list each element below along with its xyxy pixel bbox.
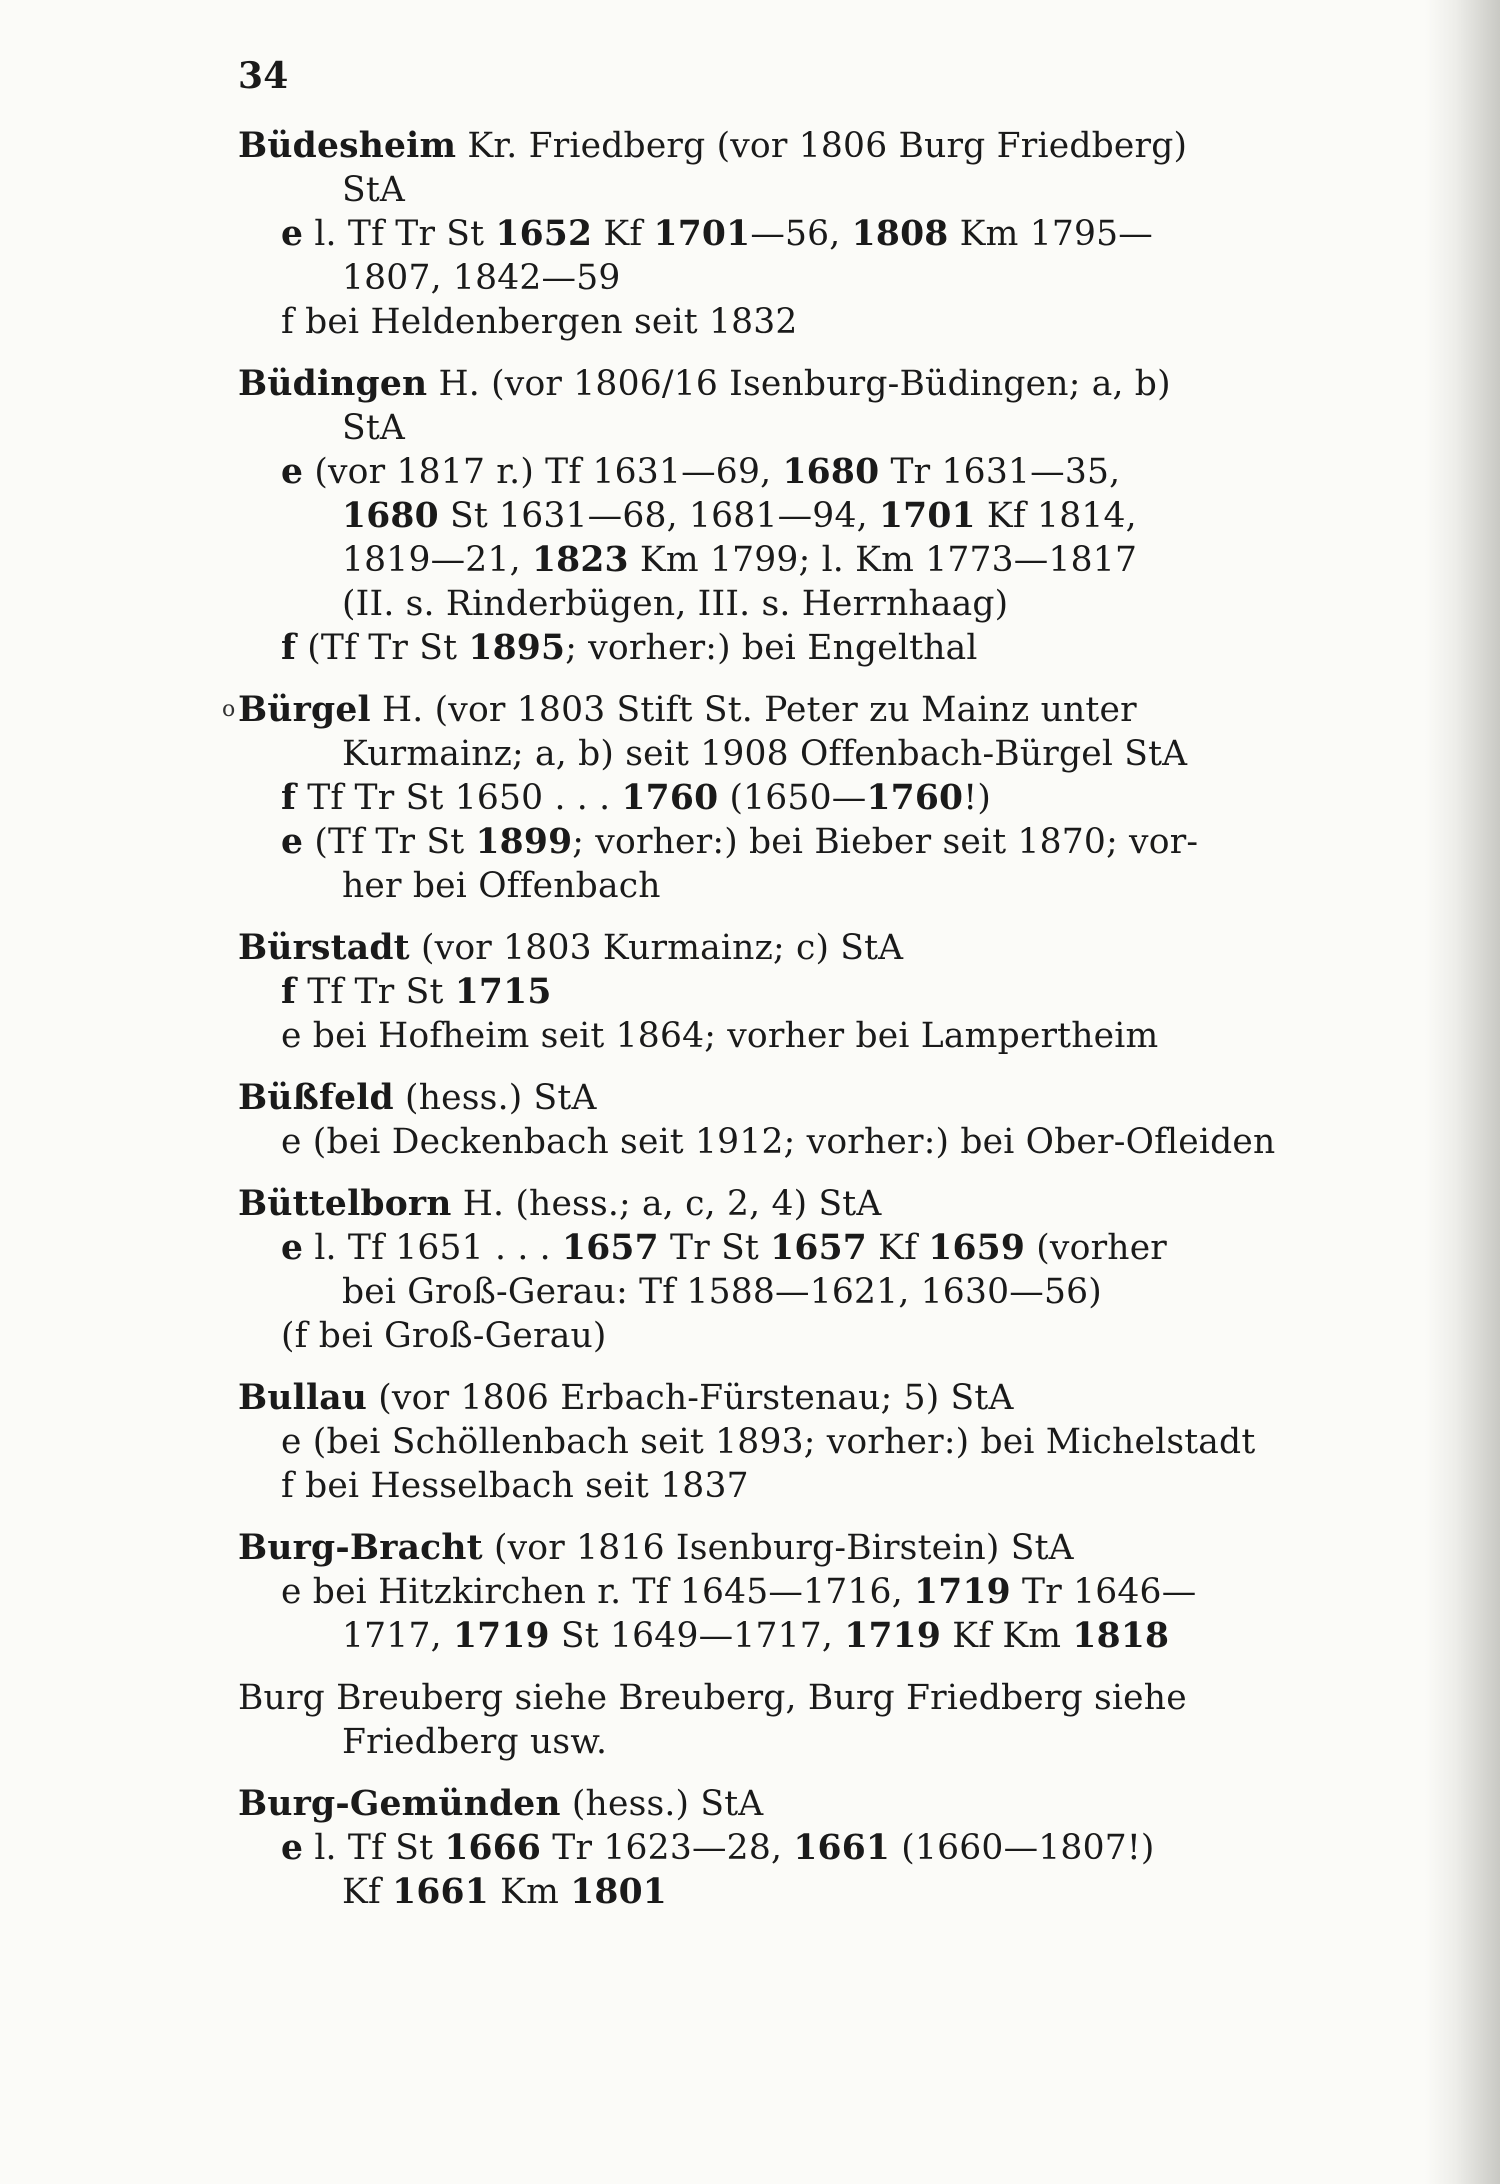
denomination-letter: f (281, 628, 297, 668)
line-text: (Tf Tr St 1895; vorher:) bei Engelthal (296, 628, 978, 668)
denomination-letter: e (281, 452, 304, 492)
entry-detail-line (238, 1570, 1308, 1614)
entry-detail-line (238, 1314, 1308, 1358)
line-text: (Tf Tr St 1899; vorher:) bei Bieber seit 1870; vor- (303, 822, 1199, 862)
line-text: 1680 St 1631—68, 1681—94, 1701 Kf 1814, (342, 496, 1137, 536)
margin-mark: o (222, 697, 236, 722)
line-text: e (bei Schöllenbach seit 1893; vorher:) bei Michelstadt (281, 1422, 1256, 1462)
entry-detail-line (238, 1226, 1308, 1270)
denomination-letter: e (281, 822, 304, 862)
place-name: Büdingen (238, 364, 428, 404)
entry-detail-line (238, 776, 1308, 820)
line-text: H. (vor 1806/16 Isenburg-Büdingen; a, b) (427, 364, 1171, 404)
line-text: H. (vor 1803 Stift St. Peter zu Mainz unter (370, 690, 1137, 730)
line-text: Tf Tr St 1650 . . . 1760 (1650—1760!) (296, 778, 991, 818)
line-text: (vor 1803 Kurmainz; c) StA (409, 928, 904, 968)
entry-heading-line (238, 926, 1308, 970)
line-text: bei Groß-Gerau: Tf 1588—1621, 1630—56) (342, 1272, 1102, 1312)
entry-detail-line (238, 732, 1308, 776)
entry-heading-line (238, 362, 1308, 406)
line-text: StA (342, 170, 406, 210)
entry-heading-line (222, 688, 1308, 732)
entry-detail-line (238, 300, 1308, 344)
line-text: (vor 1817 r.) Tf 1631—69, 1680 Tr 1631—35, (303, 452, 1121, 492)
line-text: H. (hess.; a, c, 2, 4) StA (451, 1184, 882, 1224)
line-text: Kr. Friedberg (vor 1806 Burg Friedberg) (456, 126, 1188, 166)
entry-detail-line (238, 1120, 1308, 1164)
entry-detail-line (238, 626, 1308, 670)
gazetteer-entry (238, 1676, 1308, 1764)
line-text: l. Tf St 1666 Tr 1623—28, 1661 (1660—1807!) (303, 1828, 1155, 1868)
denomination-letter: e (281, 214, 304, 254)
line-text: f bei Heldenbergen seit 1832 (281, 302, 798, 342)
denomination-letter: f (281, 972, 297, 1012)
place-name: Bürgel (238, 690, 371, 730)
page-number: 34 (238, 55, 289, 97)
entry-detail-line (238, 168, 1308, 212)
line-text: (f bei Groß-Gerau) (281, 1316, 607, 1356)
line-text: (vor 1806 Erbach-Fürstenau; 5) StA (367, 1378, 1014, 1418)
line-text: Kf 1661 Km 1801 (342, 1872, 668, 1912)
gazetteer-entry (238, 926, 1308, 1058)
entry-heading-line (238, 1182, 1308, 1226)
line-text: 1807, 1842—59 (342, 258, 621, 298)
place-name: Burg-Bracht (238, 1528, 483, 1568)
entry-heading-line (238, 1376, 1308, 1420)
line-text: Friedberg usw. (342, 1722, 608, 1762)
line-text: f bei Hesselbach seit 1837 (281, 1466, 749, 1506)
entry-detail-line (238, 256, 1308, 300)
gazetteer-entry (238, 1076, 1308, 1164)
gazetteer-entry (238, 1376, 1308, 1508)
line-text: Tf Tr St 1715 (296, 972, 552, 1012)
entry-detail-line (238, 1464, 1308, 1508)
entry-detail-line (238, 582, 1308, 626)
gazetteer-entry (222, 688, 1308, 908)
entry-heading-line (238, 1782, 1308, 1826)
line-text: (hess.) StA (560, 1784, 764, 1824)
line-text: her bei Offenbach (342, 866, 661, 906)
line-text: (vor 1816 Isenburg-Birstein) StA (482, 1528, 1074, 1568)
gazetteer-entry (238, 1182, 1308, 1358)
line-text: e (bei Deckenbach seit 1912; vorher:) bei Ober-Ofleiden (281, 1122, 1276, 1162)
place-name: Bullau (238, 1378, 368, 1418)
place-name: Burg-Gemünden (238, 1784, 561, 1824)
entry-detail-line (238, 1614, 1308, 1658)
line-text: (hess.) StA (393, 1078, 597, 1118)
line-text: (II. s. Rinderbügen, III. s. Herrnhaag) (342, 584, 1009, 624)
gazetteer-entry (238, 1526, 1308, 1658)
gazetteer-entries (222, 124, 1308, 1914)
place-name: Büttelborn (238, 1184, 452, 1224)
line-text: 1819—21, 1823 Km 1799; l. Km 1773—1817 (342, 540, 1138, 580)
entry-detail-line (238, 864, 1308, 908)
line-text: 1717, 1719 St 1649—1717, 1719 Kf Km 1818 (342, 1616, 1170, 1656)
entry-detail-line (238, 970, 1308, 1014)
entry-detail-line (238, 1720, 1308, 1764)
entry-detail-line (238, 820, 1308, 864)
place-name: Büßfeld (238, 1078, 394, 1118)
entry-detail-line (238, 1270, 1308, 1314)
entry-detail-line (238, 212, 1308, 256)
entry-heading-line (238, 124, 1308, 168)
place-name: Bürstadt (238, 928, 410, 968)
entry-detail-line (238, 494, 1308, 538)
entry-heading-line (238, 1076, 1308, 1120)
entry-heading-line (238, 1676, 1308, 1720)
entry-detail-line (238, 538, 1308, 582)
line-text: Burg Breuberg siehe Breuberg, Burg Friedberg siehe (238, 1678, 1187, 1718)
gazetteer-entry (238, 1782, 1308, 1914)
line-text: l. Tf Tr St 1652 Kf 1701—56, 1808 Km 1795— (303, 214, 1154, 254)
line-text: e bei Hofheim seit 1864; vorher bei Lampertheim (281, 1016, 1159, 1056)
entry-detail-line (238, 1420, 1308, 1464)
entry-detail-line (238, 450, 1308, 494)
place-name: Büdesheim (238, 126, 457, 166)
line-text: Kurmainz; a, b) seit 1908 Offenbach-Bürgel StA (342, 734, 1188, 774)
entry-detail-line (238, 406, 1308, 450)
entry-heading-line (238, 1526, 1308, 1570)
line-text: e bei Hitzkirchen r. Tf 1645—1716, 1719 Tr 1646— (281, 1572, 1197, 1612)
entry-detail-line (238, 1826, 1308, 1870)
entry-detail-line (238, 1870, 1308, 1914)
gazetteer-entry (238, 362, 1308, 670)
denomination-letter: e (281, 1228, 304, 1268)
denomination-letter: e (281, 1828, 304, 1868)
line-text: l. Tf 1651 . . . 1657 Tr St 1657 Kf 1659 (vorher (303, 1228, 1168, 1268)
entry-detail-line (238, 1014, 1308, 1058)
gazetteer-entry (238, 124, 1308, 344)
denomination-letter: f (281, 778, 297, 818)
page-text (222, 48, 1308, 1932)
line-text: StA (342, 408, 406, 448)
